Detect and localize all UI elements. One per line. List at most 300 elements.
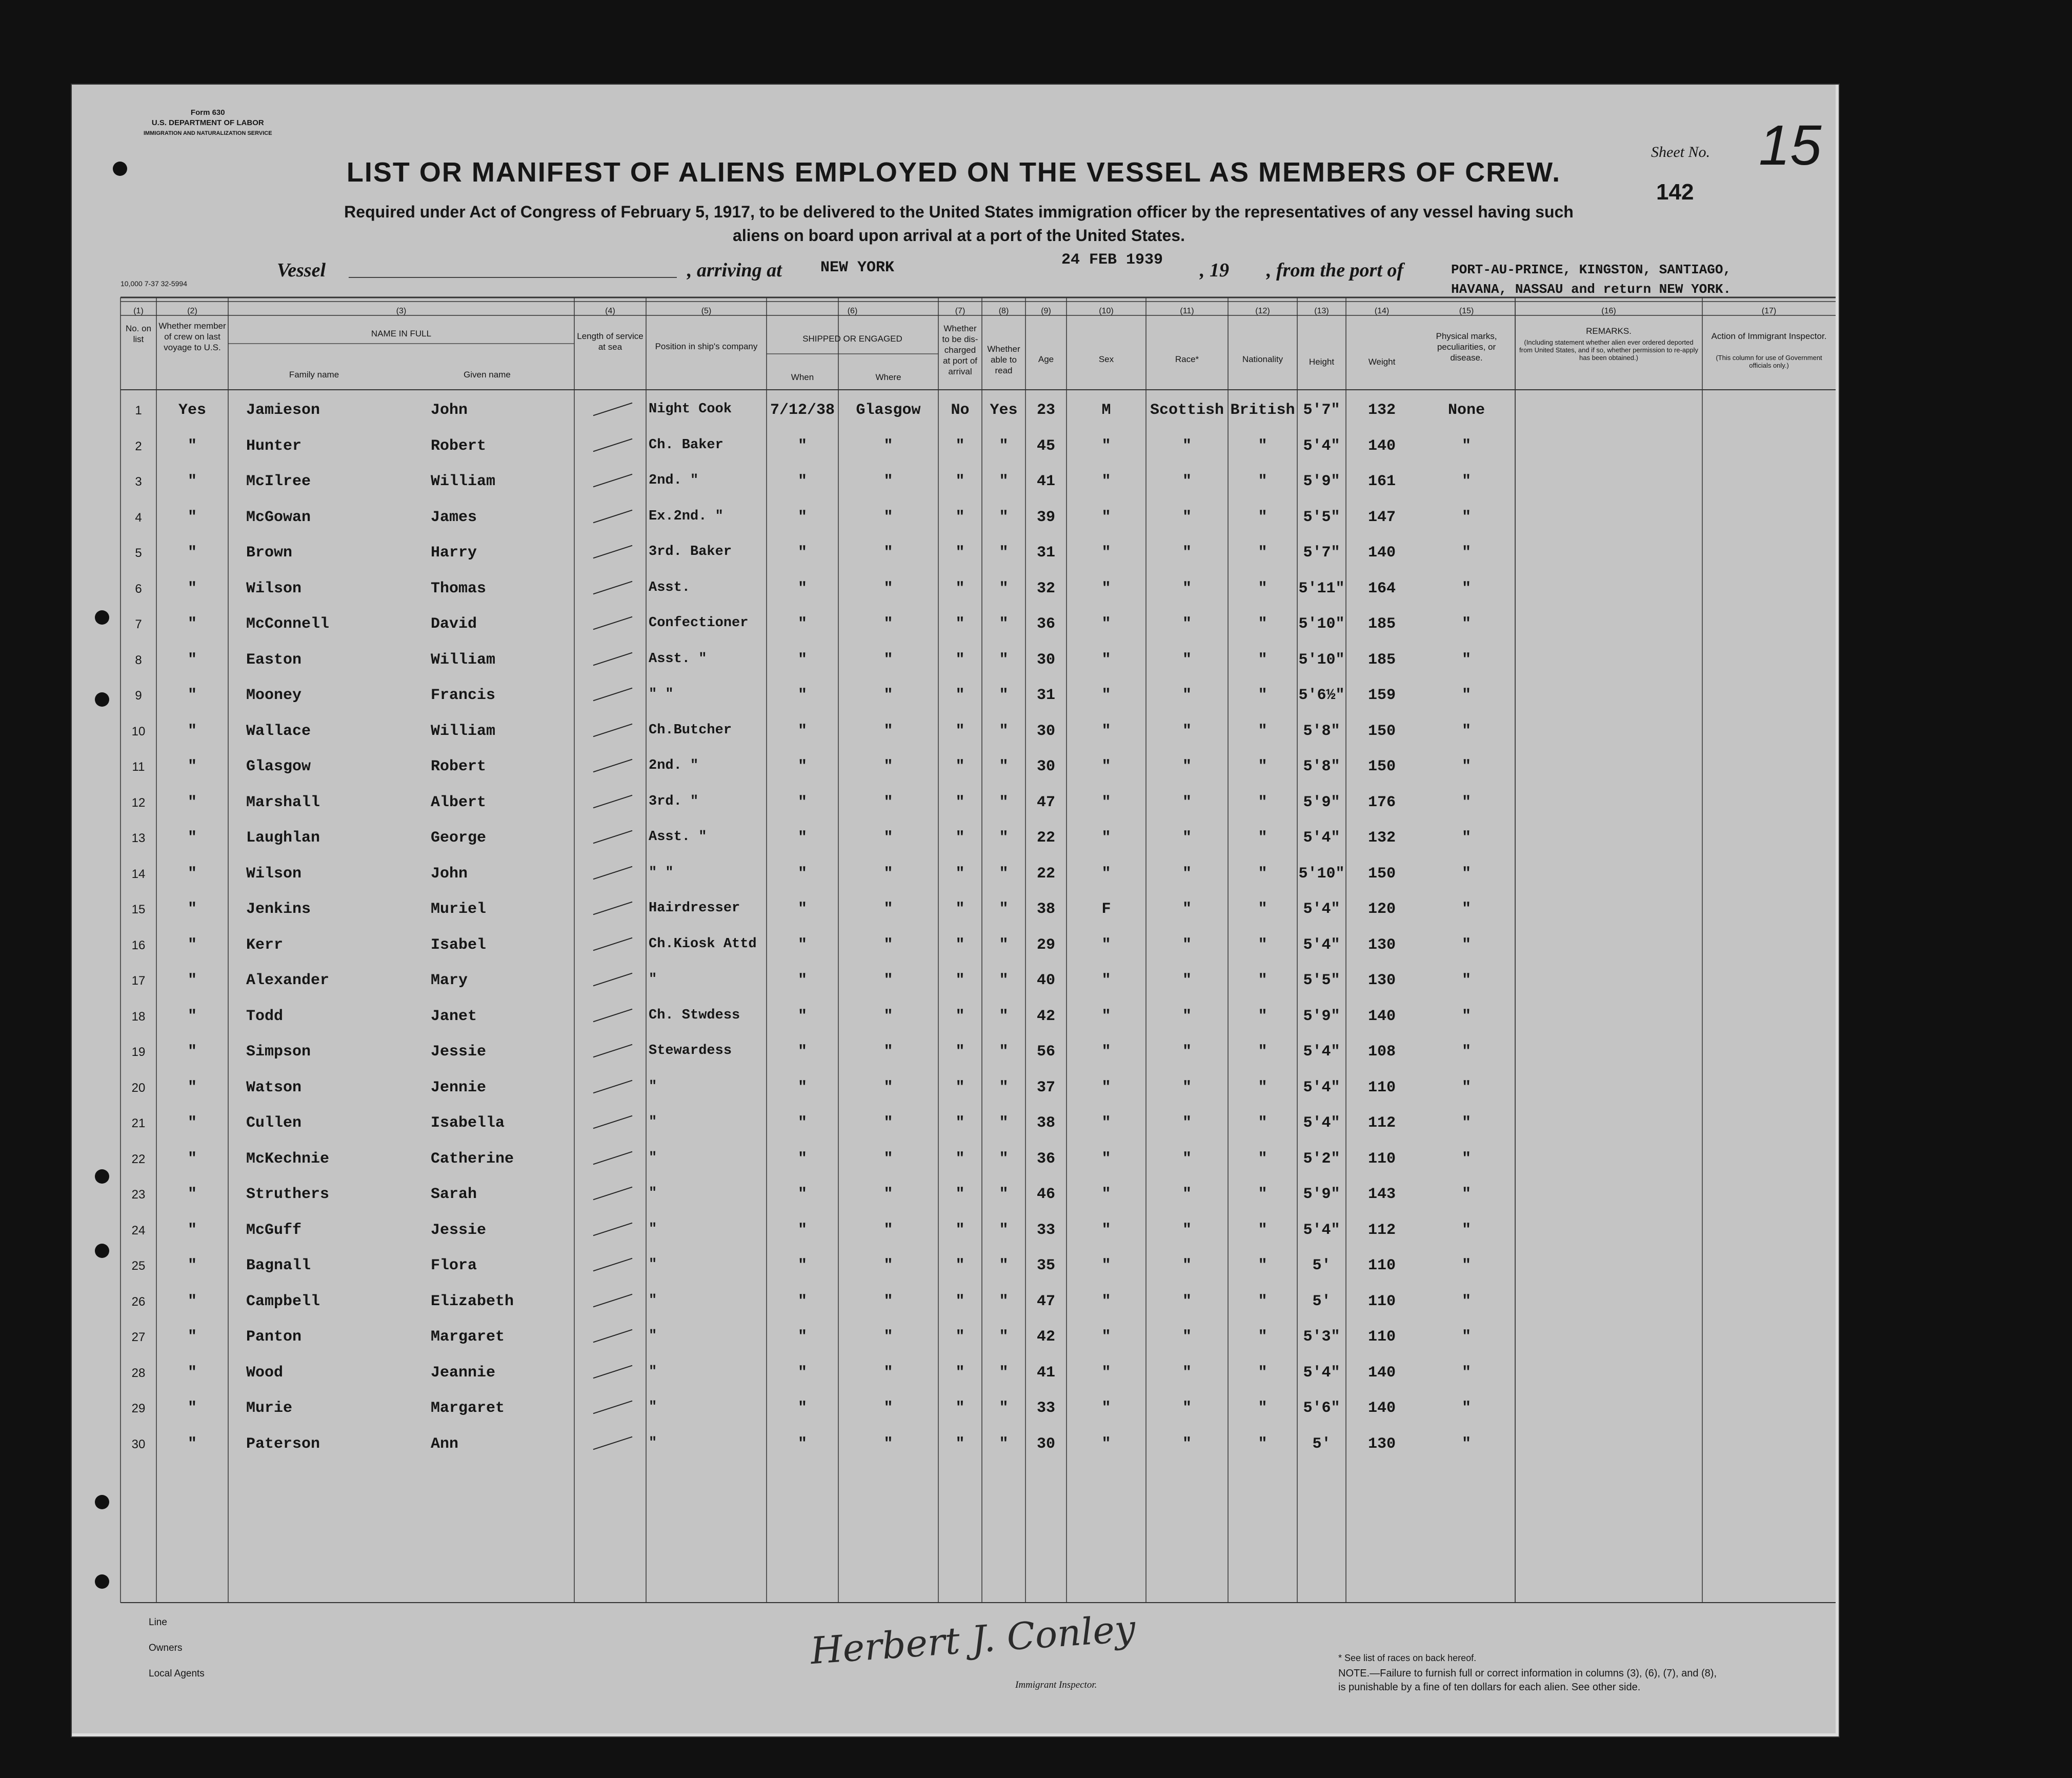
cell-race: " — [1182, 1043, 1192, 1061]
column-number: (3) — [396, 307, 407, 315]
cell-weight: 150 — [1367, 722, 1396, 740]
cell-sex: " — [1101, 1257, 1111, 1274]
cell-given-name: Jennie — [431, 1078, 487, 1096]
cell-height: 5'4" — [1303, 1221, 1340, 1239]
cell-physical-marks: " — [1461, 1114, 1471, 1132]
row-number: 22 — [131, 1152, 146, 1166]
cell-family-name: Kerr — [246, 936, 284, 954]
cell-able-to-read: " — [999, 1114, 1009, 1132]
cell-shipped-when: " — [797, 972, 807, 989]
cell-height: 5'6" — [1303, 1400, 1340, 1417]
cell-physical-marks: " — [1461, 793, 1471, 811]
cell-given-name: Robert — [431, 758, 487, 775]
cell-height: 5'9" — [1303, 1007, 1340, 1025]
cell-able-to-read: " — [999, 758, 1009, 775]
cell-age: 32 — [1036, 580, 1055, 597]
cell-age: 36 — [1036, 1150, 1055, 1168]
row-number: 4 — [135, 510, 142, 525]
cell-height: 5'9" — [1303, 1186, 1340, 1203]
cell-shipped-where: Glasgow — [856, 402, 921, 419]
cell-position: Ex.2nd. " — [649, 508, 723, 524]
cell-weight: 112 — [1367, 1114, 1396, 1132]
cell-able-to-read: " — [999, 651, 1009, 669]
cell-height: 5'4" — [1303, 1043, 1340, 1061]
cell-age: 30 — [1036, 651, 1055, 669]
cell-sex: " — [1101, 793, 1111, 811]
row-number: 25 — [131, 1259, 146, 1273]
cell-sex: F — [1101, 901, 1111, 918]
cell-nationality: " — [1258, 1364, 1268, 1382]
cell-nationality: " — [1258, 1292, 1268, 1310]
cell-given-name: Elizabeth — [431, 1292, 514, 1310]
cell-able-to-read: " — [999, 972, 1009, 989]
cell-sex: " — [1101, 473, 1111, 490]
subtitle-line-2: aliens on board upon arrival at a port of the United States. — [733, 226, 1185, 245]
cell-physical-marks: " — [1461, 1400, 1471, 1417]
cell-discharged: " — [955, 865, 965, 883]
cell-able-to-read: " — [999, 1364, 1009, 1382]
cell-shipped-where: " — [883, 722, 893, 740]
cell-weight: 112 — [1367, 1221, 1396, 1239]
cell-weight: 159 — [1367, 687, 1396, 704]
row-number: 19 — [131, 1045, 146, 1059]
cell-able-to-read: " — [999, 901, 1009, 918]
cell-height: 5'4" — [1303, 1078, 1340, 1096]
cell-shipped-where: " — [883, 508, 893, 526]
cell-shipped-where: " — [883, 1292, 893, 1310]
cell-race: " — [1182, 580, 1192, 597]
cell-shipped-when: " — [797, 651, 807, 669]
cell-discharged: " — [955, 1400, 965, 1417]
cell-height: 5'4" — [1303, 437, 1340, 455]
cell-age: 29 — [1036, 936, 1055, 954]
cell-physical-marks: " — [1461, 508, 1471, 526]
cell-shipped-when: " — [797, 1078, 807, 1096]
cell-weight: 110 — [1367, 1150, 1396, 1168]
cell-shipped-when: " — [797, 1400, 807, 1417]
cell-position: " " — [649, 865, 674, 881]
cell-discharged: " — [955, 1043, 965, 1061]
races-note: * See list of races on back hereof. — [1338, 1653, 1477, 1663]
cell-age: 33 — [1036, 1400, 1055, 1417]
cell-position: Asst. — [649, 580, 691, 595]
cell-height: 5'6½" — [1298, 687, 1345, 704]
cell-sex: " — [1101, 687, 1111, 704]
row-number: 26 — [131, 1294, 146, 1309]
cell-physical-marks: " — [1461, 1364, 1471, 1382]
cell-position: Asst. " — [649, 651, 707, 667]
row-number: 9 — [135, 689, 142, 703]
cell-family-name: Jamieson — [246, 402, 320, 419]
cell-shipped-when: " — [797, 473, 807, 490]
ports-line-2: HAVANA, NASSAU and return NEW YORK. — [1451, 282, 1732, 297]
cell-given-name: Janet — [431, 1007, 477, 1025]
cell-family-name: Hunter — [246, 437, 302, 455]
cell-position: " — [649, 1221, 657, 1237]
cell-able-to-read: Yes — [990, 402, 1018, 419]
cell-shipped-when: " — [797, 722, 807, 740]
cell-height: 5'9" — [1303, 473, 1340, 490]
cell-physical-marks: " — [1461, 901, 1471, 918]
header-given-name: Given name — [464, 370, 511, 379]
cell-shipped-when: " — [797, 1007, 807, 1025]
cell-race: " — [1182, 544, 1192, 562]
print-code: 10,000 7-37 32-5994 — [120, 279, 187, 288]
row-number: 11 — [132, 760, 145, 774]
cell-shipped-where: " — [883, 829, 893, 847]
cell-able-to-read: " — [999, 829, 1009, 847]
cell-sex: " — [1101, 651, 1111, 669]
cell-member-last-voyage: " — [187, 936, 197, 954]
header-when: When — [791, 372, 814, 382]
row-number: 21 — [131, 1116, 146, 1130]
cell-given-name: David — [431, 615, 477, 633]
cell-discharged: " — [955, 651, 965, 669]
punch-hole — [95, 692, 109, 707]
cell-physical-marks: " — [1461, 580, 1471, 597]
cell-family-name: Murie — [246, 1400, 293, 1417]
cell-nationality: " — [1258, 1400, 1268, 1417]
column-number: (13) — [1314, 307, 1329, 315]
header-nationality: Nationality — [1242, 354, 1283, 364]
cell-position: " — [649, 1114, 657, 1130]
cell-given-name: Catherine — [431, 1150, 514, 1168]
cell-member-last-voyage: " — [187, 615, 197, 633]
row-number: 10 — [131, 724, 146, 738]
cell-given-name: James — [431, 508, 477, 526]
cell-able-to-read: " — [999, 936, 1009, 954]
cell-position: Confectioner — [649, 615, 749, 631]
cell-height: 5'8" — [1303, 722, 1340, 740]
cell-nationality: " — [1258, 1221, 1268, 1239]
cell-nationality: " — [1258, 793, 1268, 811]
cell-weight: 130 — [1367, 1435, 1396, 1453]
cell-weight: 161 — [1367, 473, 1396, 490]
cell-family-name: Alexander — [246, 972, 330, 989]
cell-position: 3rd. " — [649, 793, 699, 809]
cell-member-last-voyage: " — [187, 687, 197, 704]
cell-given-name: William — [431, 473, 496, 490]
page-title: LIST OR MANIFEST OF ALIENS EMPLOYED ON THE VESSEL AS MEMBERS OF CREW. — [346, 157, 1561, 188]
cell-race: " — [1182, 1186, 1192, 1203]
row-number: 15 — [131, 903, 146, 916]
service-name: IMMIGRATION AND NATURALIZATION SERVICE — [144, 130, 272, 136]
cell-discharged: " — [955, 1186, 965, 1203]
cell-shipped-where: " — [883, 580, 893, 597]
cell-position: 2nd. " — [649, 473, 699, 488]
row-number: 20 — [131, 1081, 146, 1095]
cell-race: " — [1182, 865, 1192, 883]
cell-age: 35 — [1036, 1257, 1055, 1274]
cell-sex: " — [1101, 758, 1111, 775]
cell-shipped-where: " — [883, 1114, 893, 1132]
cell-weight: 150 — [1367, 758, 1396, 775]
cell-given-name: Muriel — [431, 901, 487, 918]
cell-able-to-read: " — [999, 1292, 1009, 1310]
sheet-number: 15 — [1759, 114, 1822, 177]
cell-nationality: " — [1258, 1257, 1268, 1274]
cell-family-name: Bagnall — [246, 1257, 311, 1274]
cell-physical-marks: " — [1461, 829, 1471, 847]
cell-shipped-when: " — [797, 1435, 807, 1453]
cell-shipped-when: " — [797, 437, 807, 455]
cell-height: 5'2" — [1303, 1150, 1340, 1168]
vessel-label: Vessel — [277, 259, 326, 281]
cell-discharged: " — [955, 722, 965, 740]
cell-age: 42 — [1036, 1007, 1055, 1025]
cell-physical-marks: " — [1461, 936, 1471, 954]
cell-weight: 110 — [1367, 1078, 1396, 1096]
cell-family-name: McKechnie — [246, 1150, 330, 1168]
row-number: 7 — [135, 617, 142, 631]
cell-physical-marks: " — [1461, 1328, 1471, 1346]
cell-shipped-when: " — [797, 901, 807, 918]
cell-family-name: Wallace — [246, 722, 311, 740]
cell-family-name: Todd — [246, 1007, 284, 1025]
cell-given-name: Harry — [431, 544, 477, 562]
page-code: 142 — [1656, 179, 1694, 205]
footer-agents-label: Local Agents — [149, 1668, 205, 1679]
column-number: (1) — [133, 307, 144, 315]
cell-family-name: Brown — [246, 544, 293, 562]
cell-member-last-voyage: " — [187, 1078, 197, 1096]
cell-member-last-voyage: " — [187, 1114, 197, 1132]
cell-age: 31 — [1036, 687, 1055, 704]
cell-shipped-when: " — [797, 1114, 807, 1132]
cell-discharged: " — [955, 793, 965, 811]
cell-nationality: " — [1258, 1007, 1268, 1025]
cell-sex: " — [1101, 865, 1111, 883]
cell-height: 5'4" — [1303, 936, 1340, 954]
header-sex: Sex — [1098, 354, 1114, 364]
cell-member-last-voyage: " — [187, 1257, 197, 1274]
cell-race: " — [1182, 615, 1192, 633]
footer-line-label: Line — [149, 1617, 167, 1628]
cell-nationality: " — [1258, 829, 1268, 847]
cell-family-name: Laughlan — [246, 829, 320, 847]
cell-physical-marks: " — [1461, 544, 1471, 562]
cell-discharged: " — [955, 936, 965, 954]
cell-height: 5'11" — [1298, 580, 1345, 597]
cell-nationality: " — [1258, 936, 1268, 954]
cell-sex: " — [1101, 1114, 1111, 1132]
cell-shipped-where: " — [883, 865, 893, 883]
cell-sex: " — [1101, 936, 1111, 954]
column-number: (11) — [1180, 307, 1194, 315]
cell-position: 3rd. Baker — [649, 544, 732, 560]
cell-shipped-when: " — [797, 1257, 807, 1274]
cell-family-name: Jenkins — [246, 901, 311, 918]
cell-race: " — [1182, 651, 1192, 669]
cell-member-last-voyage: " — [187, 1328, 197, 1346]
cell-family-name: Mooney — [246, 687, 302, 704]
cell-member-last-voyage: " — [187, 508, 197, 526]
cell-age: 47 — [1036, 793, 1055, 811]
header-position: Position in ship's company — [655, 342, 758, 351]
cell-physical-marks: " — [1461, 1078, 1471, 1096]
cell-physical-marks: " — [1461, 1007, 1471, 1025]
column-number: (9) — [1041, 307, 1051, 315]
penalty-note — [1338, 1667, 1717, 1694]
cell-given-name: Robert — [431, 437, 487, 455]
column-number: (2) — [187, 307, 197, 315]
cell-sex: " — [1101, 1078, 1111, 1096]
cell-nationality: " — [1258, 1186, 1268, 1203]
cell-physical-marks: " — [1461, 1221, 1471, 1239]
cell-family-name: Wood — [246, 1364, 284, 1382]
cell-sex: " — [1101, 1221, 1111, 1239]
cell-discharged: " — [955, 1328, 965, 1346]
cell-physical-marks: " — [1461, 437, 1471, 455]
header-remarks-note: (Including statement whether alien ever ordered deported from United States, and if so, whether permission to re-apply has been obtained.) — [1519, 338, 1698, 362]
cell-position: " — [649, 1078, 657, 1094]
cell-discharged: " — [955, 1364, 965, 1382]
cell-sex: " — [1101, 1364, 1111, 1382]
cell-race: " — [1182, 901, 1192, 918]
cell-shipped-when: " — [797, 1364, 807, 1382]
sheet-label: Sheet No. — [1651, 144, 1710, 161]
cell-nationality: British — [1230, 402, 1295, 419]
punch-hole — [113, 162, 127, 176]
cell-weight: 108 — [1367, 1043, 1396, 1061]
cell-member-last-voyage: " — [187, 437, 197, 455]
cell-race: " — [1182, 437, 1192, 455]
column-number: (7) — [955, 307, 965, 315]
cell-weight: 140 — [1367, 1400, 1396, 1417]
cell-height: 5'5" — [1303, 508, 1340, 526]
cell-weight: 110 — [1367, 1328, 1396, 1346]
cell-sex: " — [1101, 437, 1111, 455]
cell-physical-marks: " — [1461, 687, 1471, 704]
cell-discharged: " — [955, 1007, 965, 1025]
cell-weight: 110 — [1367, 1292, 1396, 1310]
row-number: 27 — [131, 1330, 146, 1344]
cell-age: 38 — [1036, 901, 1055, 918]
cell-race: " — [1182, 1007, 1192, 1025]
cell-shipped-where: " — [883, 544, 893, 562]
cell-race: " — [1182, 1435, 1192, 1453]
cell-able-to-read: " — [999, 793, 1009, 811]
cell-shipped-where: " — [883, 1328, 893, 1346]
cell-age: 33 — [1036, 1221, 1055, 1239]
row-number: 28 — [131, 1366, 146, 1380]
cell-position: Ch.Kiosk Attd — [649, 936, 757, 952]
cell-member-last-voyage: " — [187, 758, 197, 775]
cell-able-to-read: " — [999, 1186, 1009, 1203]
arriving-port: NEW YORK — [820, 259, 895, 276]
cell-discharged: " — [955, 473, 965, 490]
cell-race: " — [1182, 758, 1192, 775]
cell-race: " — [1182, 1400, 1192, 1417]
cell-age: 22 — [1036, 829, 1055, 847]
cell-member-last-voyage: " — [187, 1400, 197, 1417]
cell-shipped-when: " — [797, 544, 807, 562]
header-able-to-read: Whether able to read — [987, 344, 1020, 375]
cell-weight: 132 — [1367, 402, 1396, 419]
row-number: 8 — [135, 653, 142, 667]
cell-member-last-voyage: " — [187, 865, 197, 883]
cell-able-to-read: " — [999, 1007, 1009, 1025]
cell-age: 23 — [1036, 402, 1055, 419]
cell-family-name: McGowan — [246, 508, 311, 526]
cell-weight: 164 — [1367, 580, 1396, 597]
cell-family-name: McIlree — [246, 473, 311, 490]
cell-shipped-when: " — [797, 793, 807, 811]
cell-shipped-where: " — [883, 1364, 893, 1382]
cell-family-name: Cullen — [246, 1114, 302, 1132]
cell-height: 5'4" — [1303, 829, 1340, 847]
cell-member-last-voyage: " — [187, 1292, 197, 1310]
cell-family-name: Paterson — [246, 1435, 320, 1453]
cell-member-last-voyage: " — [187, 829, 197, 847]
cell-shipped-where: " — [883, 1435, 893, 1453]
cell-given-name: Jessie — [431, 1221, 487, 1239]
cell-height: 5' — [1312, 1435, 1331, 1453]
cell-family-name: Marshall — [246, 793, 320, 811]
cell-shipped-where: " — [883, 793, 893, 811]
penalty-note-line-2: is punishable by a fine of ten dollars for each alien. See other side. — [1338, 1682, 1641, 1693]
cell-shipped-where: " — [883, 1221, 893, 1239]
cell-height: 5'8" — [1303, 758, 1340, 775]
cell-weight: 176 — [1367, 793, 1396, 811]
cell-weight: 185 — [1367, 651, 1396, 669]
row-number: 13 — [131, 831, 146, 845]
cell-able-to-read: " — [999, 722, 1009, 740]
cell-sex: " — [1101, 972, 1111, 989]
cell-given-name: Isabella — [431, 1114, 505, 1132]
row-number: 30 — [131, 1437, 146, 1451]
cell-discharged: " — [955, 1114, 965, 1132]
cell-member-last-voyage: " — [187, 1364, 197, 1382]
cell-age: 38 — [1036, 1114, 1055, 1132]
cell-shipped-when: " — [797, 1328, 807, 1346]
cell-shipped-where: " — [883, 901, 893, 918]
cell-given-name: Thomas — [431, 580, 487, 597]
cell-sex: " — [1101, 1150, 1111, 1168]
cell-able-to-read: " — [999, 1043, 1009, 1061]
cell-race: " — [1182, 1364, 1192, 1382]
cell-nationality: " — [1258, 972, 1268, 989]
cell-position: Ch. Baker — [649, 437, 723, 453]
row-number: 3 — [135, 475, 142, 489]
cell-able-to-read: " — [999, 437, 1009, 455]
cell-race: " — [1182, 473, 1192, 490]
cell-discharged: " — [955, 901, 965, 918]
cell-shipped-when: " — [797, 1043, 807, 1061]
cell-given-name: Albert — [431, 793, 487, 811]
cell-able-to-read: " — [999, 1328, 1009, 1346]
cell-shipped-when: " — [797, 508, 807, 526]
cell-discharged: " — [955, 544, 965, 562]
cell-physical-marks: " — [1461, 1257, 1471, 1274]
cell-physical-marks: " — [1461, 722, 1471, 740]
cell-given-name: Ann — [431, 1435, 459, 1453]
subtitle-line-1: Required under Act of Congress of February 5, 1917, to be delivered to the United States immigration officer by the representatives of any vessel having such — [344, 203, 1574, 221]
cell-height: 5'4" — [1303, 1114, 1340, 1132]
cell-position: Ch. Stwdess — [649, 1007, 740, 1023]
cell-shipped-where: " — [883, 1007, 893, 1025]
penalty-note-line-1: NOTE.—Failure to furnish full or correct information in columns (3), (6), (7), and (8), — [1338, 1668, 1717, 1679]
cell-nationality: " — [1258, 580, 1268, 597]
header-family-name: Family name — [289, 370, 339, 379]
cell-nationality: " — [1258, 1114, 1268, 1132]
cell-shipped-when: " — [797, 1292, 807, 1310]
cell-nationality: " — [1258, 758, 1268, 775]
cell-race: " — [1182, 1328, 1192, 1346]
cell-height: 5'7" — [1303, 402, 1340, 419]
cell-member-last-voyage: " — [187, 473, 197, 490]
cell-height: 5'10" — [1298, 865, 1345, 883]
